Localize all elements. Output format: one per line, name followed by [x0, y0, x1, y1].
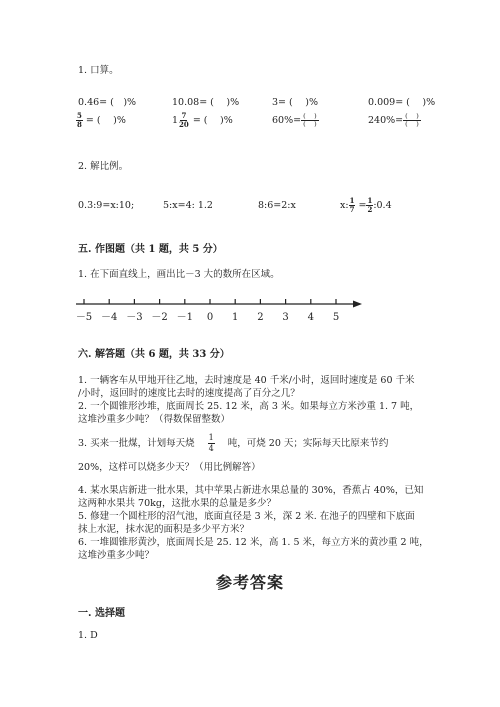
calc-item-1: 0.46= ( )%: [78, 97, 137, 108]
number-line-label: 3: [282, 312, 289, 323]
fraction: $\frac{7}{20}$: [179, 111, 189, 129]
number-line-label: －2: [151, 312, 168, 323]
answers-heading: 六. 解答题（共 6 题，共 33 分）: [78, 349, 230, 360]
number-line-label: 1: [232, 312, 239, 323]
fraction: $\frac{( )}{( )}$: [405, 112, 419, 128]
number-line: [70, 294, 370, 326]
question-2-line-2: 这堆沙重多少吨？（得数保留整数）: [78, 414, 231, 425]
question-3-line-2: 20%，这样可以烧多少天？（用比例解答）: [78, 462, 261, 473]
number-line-label: 0: [206, 312, 214, 323]
calc-item-4: 0.009= ( )%: [368, 97, 436, 108]
reference-section: 一. 选择题: [78, 608, 125, 619]
number-line-label: －1: [176, 312, 193, 323]
fraction: $\frac{5}{8}$: [77, 111, 82, 129]
reference-answer-1: 1. D: [78, 630, 98, 641]
number-line-label: －3: [126, 312, 143, 323]
question-1-line-2: /小时，返回时的速度比去时的速度提高了百分之几？: [78, 388, 300, 399]
calc-item-5: $\frac{5}{8}$ = ( )%: [77, 111, 126, 129]
number-line-label: 2: [257, 312, 264, 323]
proportion-item-3: 8:6=2:x: [258, 200, 296, 211]
arrow-icon: [353, 301, 362, 308]
number-line-label: －5: [75, 312, 93, 323]
fraction: $\frac{( )}{( )}$: [303, 112, 317, 128]
fraction: $\frac{1}{4}$: [208, 433, 214, 453]
calc-item-6: 1 $\frac{7}{20}$ = ( )%: [172, 111, 233, 129]
number-line-label: －4: [101, 312, 118, 323]
question-2-line-1: 2. 一个圆锥形沙堆，底面周长 25. 12 米，高 3 米。如果每立方米沙重 1. 7 吨，: [78, 401, 420, 412]
calc-item-3: 3= ( )%: [272, 97, 318, 108]
number-line-label: 5: [332, 312, 340, 323]
drawing-heading: 五. 作图题（共 1 题，共 5 分）: [78, 244, 223, 255]
question-6-line-1: 6. 一堆圆锥形黄沙，底面周长是 25. 12 米，高 1. 5 米，每立方米的黄沙重 2 吨，: [78, 537, 429, 548]
question-4-line-1: 4. 某水果店新进一批水果，其中苹果占新进水果总量的 30%，香蕉占 40%，已知: [78, 485, 424, 496]
question-4-line-2: 这两种水果共 70kg，这批水果的总量是多少？: [78, 498, 276, 509]
proportion-item-1: 0.3:9=x:10;: [78, 200, 135, 211]
question-5-line-1: 5. 修建一个圆柱形的沼气池，底面直径是 3 米，深 2 米. 在池子的四壁和下底面: [78, 511, 415, 522]
proportion-item-2: 5:x=4: 1.2: [163, 200, 213, 211]
calc-item-7: 60%= $\frac{( )}{( )}$: [272, 112, 317, 128]
reference-title: 参考答案: [215, 573, 284, 592]
drawing-question-1: 1. 在下面直线上，画出比－3 大的数所在区域。: [78, 269, 280, 280]
question-1-line-1: 1. 一辆客车从甲地开往乙地，去时速度是 40 千米/小时，返回时速度是 60 千米: [78, 375, 415, 386]
number-line-label: 4: [307, 312, 314, 323]
proportion-item-4: x: $\frac{1}{7}$ = $\frac{1}{2}$ :0.4: [340, 196, 392, 214]
question-5-line-2: 抹上水泥，抹水泥的面积是多少平方米？: [78, 524, 250, 535]
section-1-title: 1. 口算。: [78, 65, 119, 76]
calc-item-8: 240%= $\frac{( )}{( )}$: [368, 112, 419, 128]
question-3-line-1: 3. 买来一批煤，计划每天烧 $\frac{1}{4}$ 吨，可烧 20 天；实际每天比原来节约: [78, 433, 389, 453]
question-6-line-2: 这堆沙重多少吨？: [78, 550, 155, 561]
fraction: $\frac{1}{2}$: [367, 196, 373, 214]
fraction: $\frac{1}{7}$: [349, 196, 355, 214]
section-2-title: 2. 解比例。: [78, 161, 129, 172]
calc-item-2: 10.08= ( )%: [172, 97, 240, 108]
